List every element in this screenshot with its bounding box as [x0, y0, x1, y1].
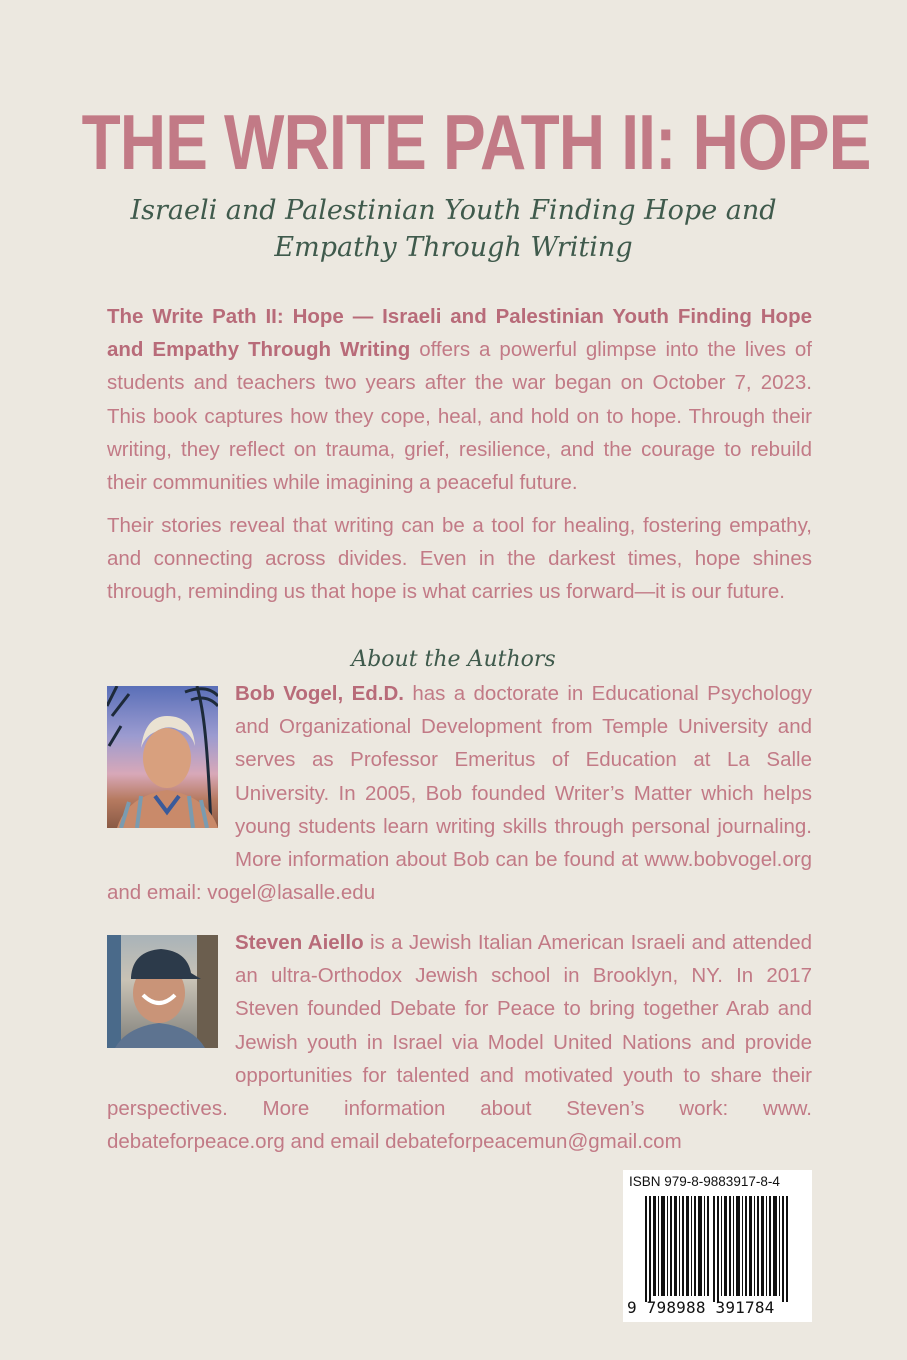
- bob-vogel-photo: [107, 686, 218, 828]
- book-title: THE WRITE PATH II: HOPE: [81, 98, 871, 186]
- about-authors-heading: About the Authors: [351, 647, 556, 672]
- steven-aiello-bio-text: is a Jewish Italian American Israeli and attended an ultra-Orthodox Jewish school in Brooklyn, NY. In 2017 Steven founded Debate for Peace to bring together Arab and Jewish youth in Israel via Model United Nations and provide opportunities for talented and motivated youth to share their perspectives. More information about Steven’s work: www. debateforpeace.org and email debateforpeacemun@gmail.com: [107, 931, 812, 1154]
- isbn-digits: 9 798988 391784: [627, 1298, 775, 1317]
- bob-vogel-name: Bob Vogel, Ed.D.: [235, 682, 404, 705]
- book-subtitle: Israeli and Palestinian Youth Finding Hope and Empathy Through Writing: [130, 195, 777, 263]
- description-paragraph-1: [107, 300, 812, 499]
- isbn-label: ISBN 979-8-9883917-8-4: [629, 1174, 780, 1189]
- description-paragraph-2: Their stories reveal that writing can be a tool for healing, fostering empathy, and connecting across divides. Even in the darkest times, hope shines through, reminding us that hope is what carries us forward—it is our future.: [107, 514, 812, 604]
- steven-aiello-photo: [107, 935, 218, 1048]
- steven-aiello-name: Steven Aiello: [235, 931, 364, 954]
- isbn-barcode: [623, 1170, 812, 1322]
- description-bold-title: The Write Path II: Hope — Israeli and Palestinian Youth Finding Hope and Empathy Through Writing: [107, 305, 812, 362]
- description-text: offers a powerful glimpse into the lives of students and teachers two years after the war began on October 7, 2023. This book captures how they cope, heal, and hold on to hope. Through their writing, they reflect on trauma, grief, resilience, and the courage to rebuild their communities while imagining a peaceful future.: [107, 338, 812, 495]
- bob-vogel-bio-text: has a doctorate in Educational Psychology and Organizational Development from Temple University and serves as Professor Emeritus of Education at La Salle University. In 2005, Bob founded Writer’s Matter which helps young students learn writing skills through personal journaling. More information about Bob can be found at www.bobvogel.org and email: vogel@lasalle.edu: [107, 682, 812, 905]
